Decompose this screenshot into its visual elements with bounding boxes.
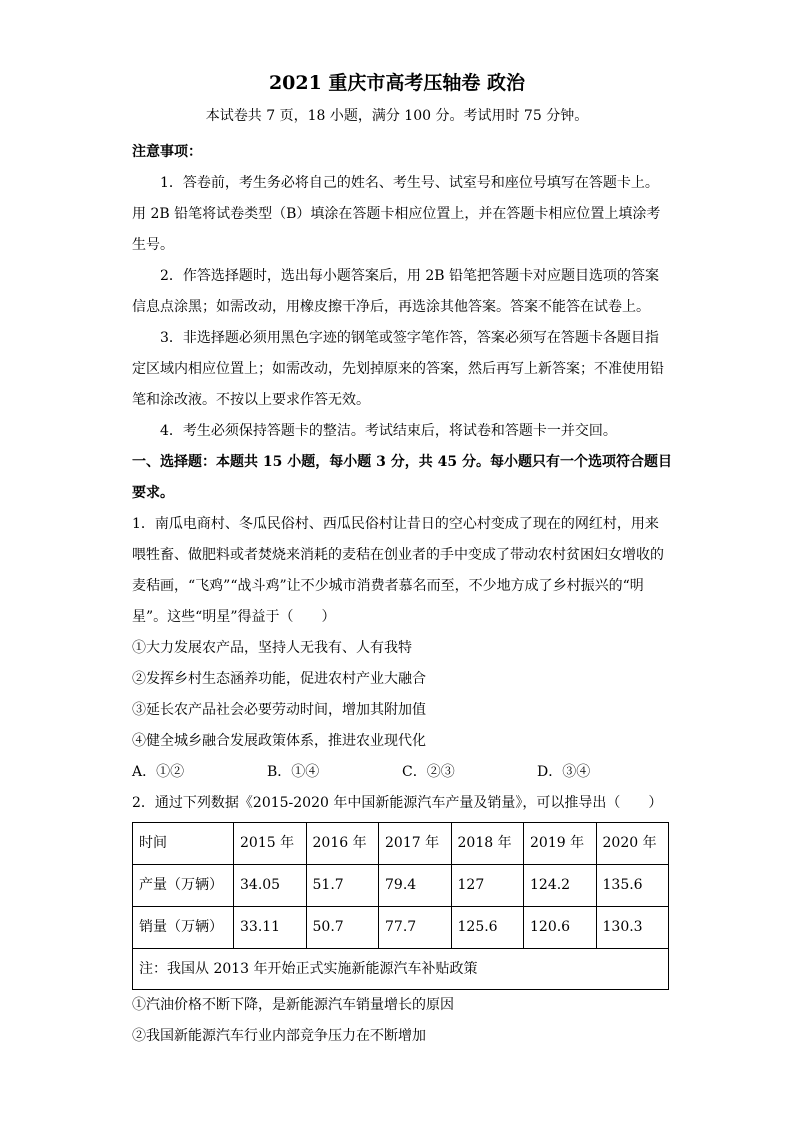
table-header-cell: 2015 年 [234, 823, 307, 865]
question-1-statement-1: ①大力发展农产品，坚持人无我有、人有我特 [132, 640, 412, 656]
notice-item-1: 1．答卷前，考生务必将自己的姓名、考生号、试室号和座位号填写在答题卡上。用 2B 铅笔将试卷类型（B）填涂在答题卡相应位置上，并在答题卡相应位置上填涂考生号。 [132, 175, 661, 253]
table-cell: 120.6 [524, 907, 597, 949]
table-header-cell: 时间 [133, 823, 234, 865]
option-c: C．②③ [402, 764, 455, 780]
table-note: 注：我国从 2013 年开始正式实施新能源汽车补贴政策 [133, 949, 669, 990]
table-cell: 124.2 [524, 865, 597, 907]
table-cell: 销量（万辆） [133, 907, 234, 949]
table-cell: 34.05 [234, 865, 307, 907]
table-cell: 产量（万辆） [133, 865, 234, 907]
question-1-stem: 1．南瓜电商村、冬瓜民俗村、西瓜民俗村让昔日的空心村变成了现在的网红村，用来喂牲畜、做肥料或者焚烧来消耗的麦秸在创业者的手中变成了带动农村贫困妇女增收的麦秸画，“飞鸡”“战斗鸡”让不少城市消费者慕名而至，不少地方成了乡村振兴的“明星”。这些“明星”得益于（ ） [132, 516, 664, 625]
table-cell: 127 [451, 865, 524, 907]
notice-item-3: 3．非选择题必须用黑色字迹的钢笔或签字笔作答，答案必须写在答题卡各题目指定区域内相应位置上；如需改动，先划掉原来的答案，然后再写上新答案；不准使用铅笔和涂改液。不按以上要求作答无效。 [132, 330, 664, 408]
table-cell: 33.11 [234, 907, 307, 949]
exam-body [132, 137, 672, 1052]
table-row [133, 907, 669, 949]
question-2-statement-2: ②我国新能源汽车行业内部竞争压力在不断增加 [132, 1028, 426, 1044]
data-table [132, 822, 669, 990]
question-1-options [132, 757, 672, 788]
table-cell: 125.6 [451, 907, 524, 949]
table-header-cell: 2017 年 [379, 823, 452, 865]
table-cell: 51.7 [306, 865, 379, 907]
table-row [133, 865, 669, 907]
section-heading: 一、选择题：本题共 15 小题，每小题 3 分，共 45 分。每小题只有一个选项符合题目要求。 [132, 454, 672, 501]
option-a: A．①② [132, 764, 185, 780]
notice-heading: 注意事项： [132, 144, 202, 160]
page-title: 2021 重庆市高考压轴卷 政治 [268, 72, 526, 94]
question-1-statement-2: ②发挥乡村生态涵养功能，促进农村产业大融合 [132, 671, 426, 687]
table-header-cell: 2020 年 [596, 823, 669, 865]
table-cell: 135.6 [596, 865, 669, 907]
notice-item-4: 4．考生必须保持答题卡的整洁。考试结束后，将试卷和答题卡一并交回。 [160, 423, 617, 439]
question-1-statement-3: ③延长农产品社会必要劳动时间，增加其附加值 [132, 702, 426, 718]
table-cell: 77.7 [379, 907, 452, 949]
table-header-row [133, 823, 669, 865]
notice-item-2: 2．作答选择题时，选出每小题答案后，用 2B 铅笔把答题卡对应题目选项的答案信息点涂黑；如需改动，用橡皮擦干净后，再选涂其他答案。答案不能答在试卷上。 [132, 268, 660, 315]
option-b: B．①④ [267, 764, 320, 780]
table-cell: 130.3 [596, 907, 669, 949]
question-2-statement-1: ①汽油价格不断下降，是新能源汽车销量增长的原因 [132, 997, 454, 1013]
table-cell: 79.4 [379, 865, 452, 907]
exam-subtitle: 本试卷共 7 页，18 小题，满分 100 分。考试用时 75 分钟。 [205, 108, 589, 124]
table-header-cell: 2018 年 [451, 823, 524, 865]
table-header-cell: 2019 年 [524, 823, 597, 865]
table-header-cell: 2016 年 [306, 823, 379, 865]
question-1-statement-4: ④健全城乡融合发展政策体系，推进农业现代化 [132, 733, 426, 749]
table-note-row [133, 949, 669, 990]
question-2-stem: 2．通过下列数据《2015-2020 年中国新能源汽车产量及销量》，可以推导出（ ） [132, 795, 663, 811]
table-cell: 50.7 [306, 907, 379, 949]
option-d: D．③④ [537, 764, 591, 780]
